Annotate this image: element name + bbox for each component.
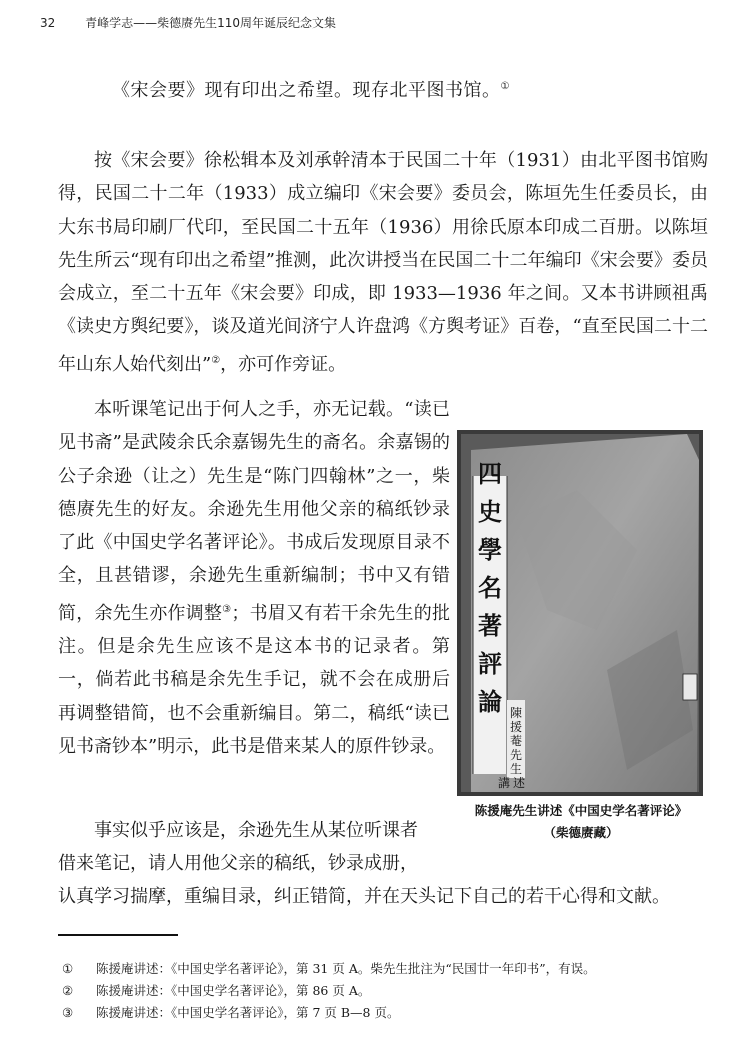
title-char: 著	[478, 611, 502, 640]
footnote-text: 陈援庵讲述：《中国史学名著评论》，第 31 页 A。柴先生批注为“民国廿一年印书”，有误。	[96, 961, 596, 976]
footnote-mark: ②	[62, 983, 74, 998]
title-char: 論	[478, 687, 502, 716]
book-title: 青峰学志——柴德赓先生110周年诞辰纪念文集	[85, 16, 337, 30]
quote-text: 《宋会要》现有印出之希望。现存北平图书馆。	[112, 80, 501, 101]
quote-line	[112, 76, 510, 102]
paragraph-1	[58, 144, 708, 381]
caption-line-1: 陈援庵先生讲述《中国史学名著评论》	[474, 803, 688, 818]
title-char: 史	[478, 497, 502, 526]
author-char: 陳	[509, 706, 523, 720]
footnote-1	[62, 960, 596, 978]
footnote-divider	[58, 934, 178, 936]
author-char: 述	[512, 776, 526, 790]
caption-line-2: （柴德赓藏）	[543, 825, 619, 840]
paragraph-3-line-1: 事实似乎应该是，余逊先生从某位听课者	[94, 820, 418, 841]
author-char: 援	[509, 720, 523, 734]
paragraph-2-tail: ；书眉又有若干余先生的批注。但是余先生应该不是这本书的记录者。第一，倘若此书稿是余先生手记，就不会在成册后再调整错简，也不会重新编目。第二，稿纸“读已见书斋钞本”明示，此书是借来某人的原件钞录。	[58, 602, 451, 757]
footnote-mark: ①	[62, 961, 74, 976]
footnote-text: 陈援庵讲述：《中国史学名著评论》，第 86 页 A。	[96, 983, 371, 998]
paragraph-3-line-3: 认真学习揣摩，重编目录，纠正错简，并在天头记下自己的若干心得和文献。	[58, 886, 670, 907]
author-char: 先	[509, 748, 523, 762]
footnote-ref-2[interactable]: ②	[211, 354, 221, 366]
author-char: 菴	[509, 734, 523, 748]
title-char: 評	[478, 649, 502, 678]
author-char: 生	[509, 762, 523, 776]
running-header	[40, 14, 336, 31]
paragraph-3-line-2: 借来笔记，请人用他父亲的稿纸，钞录成册，	[58, 853, 418, 874]
page-number: 32	[40, 16, 56, 30]
paragraph-1-text: 按《宋会要》徐松辑本及刘承幹清本于民国二十年（1931）由北平图书馆购得，民国二十二年（1933）成立编印《宋会要》委员会，陈垣先生任委员长，由大东书局印刷厂代印，至民国二十五年（1936）用徐氏原本印成二百册。以陈垣先生所云“现有印出之希望”推测，此次讲授当在民国二十二年编印《宋会要》委员会成立，至二十五年《宋会要》印成，即 1933—1936 年之间。又本书讲顾祖禹《读史方舆纪要》，谈及道光间济宁人许盘鸿《方舆考证》百卷，“直至民国二十二年山东人始代刻出”	[58, 150, 708, 375]
title-char: 名	[478, 573, 502, 602]
paragraph-2-text: 本听课笔记出于何人之手，亦无记载。“读已见书斋”是武陵余氏余嘉锡先生的斋名。余嘉锡的公子余逊（让之）先生是“陈门四翰林”之一，柴德赓先生的好友。余逊先生用他父亲的稿纸钞录了此《中国史学名著评论》。书成后发现原目录不全，且甚错谬，余逊先生重新编制；书中又有错简，余先生亦作调整	[58, 399, 450, 624]
manuscript-cover-photo	[457, 430, 703, 796]
paragraph-2	[58, 393, 450, 763]
title-char: 學	[478, 535, 502, 564]
author-char: 講	[497, 776, 511, 790]
footnote-3	[62, 1004, 400, 1022]
footnote-mark: ③	[62, 1005, 74, 1020]
figure-caption	[452, 800, 710, 844]
footnote-text: 陈援庵讲述：《中国史学名著评论》，第 7 页 B—8 页。	[96, 1005, 400, 1020]
paragraph-1-tail: ，亦可作旁证。	[220, 353, 347, 375]
footnote-ref-1[interactable]: ①	[500, 81, 510, 92]
footnote-2	[62, 982, 370, 1000]
title-char: 四	[478, 459, 502, 488]
footnote-ref-3[interactable]: ③	[222, 603, 232, 615]
manuscript-cover-image	[457, 430, 703, 796]
